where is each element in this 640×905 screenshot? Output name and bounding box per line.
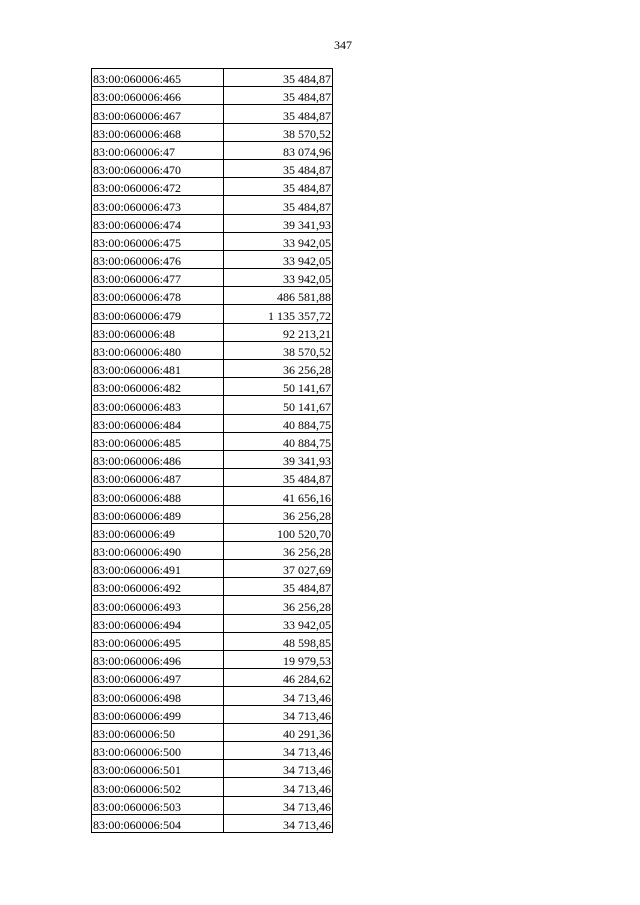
cadastral-value-cell: 33 942,05 [224,269,333,287]
cadastral-value-cell: 40 884,75 [224,414,333,432]
cadastral-number-cell: 83:00:060006:476 [92,250,224,268]
cadastral-value-cell: 50 141,67 [224,396,333,414]
table-row [92,705,333,723]
table-row [92,669,333,687]
cadastral-value-cell: 83 074,96 [224,141,333,159]
table-row [92,269,333,287]
cadastral-value-cell: 40 291,36 [224,723,333,741]
table-row [92,450,333,468]
cadastral-value-cell: 34 713,46 [224,741,333,759]
cadastral-value-cell: 35 484,87 [224,69,333,87]
cadastral-number-cell: 83:00:060006:48 [92,323,224,341]
table-row [92,323,333,341]
table-row [92,196,333,214]
table-row [92,541,333,559]
cadastral-number-cell: 83:00:060006:500 [92,741,224,759]
table-row [92,596,333,614]
cadastral-number-cell: 83:00:060006:472 [92,178,224,196]
cadastral-value-cell: 35 484,87 [224,196,333,214]
cadastral-number-cell: 83:00:060006:485 [92,432,224,450]
table-row [92,796,333,814]
cadastral-value-cell: 34 713,46 [224,796,333,814]
cadastral-number-cell: 83:00:060006:499 [92,705,224,723]
table-row [92,687,333,705]
table-row [92,560,333,578]
cadastral-number-cell: 83:00:060006:501 [92,760,224,778]
cadastral-value-cell: 35 484,87 [224,159,333,177]
table-row [92,414,333,432]
table-row [92,69,333,87]
cadastral-value-cell: 34 713,46 [224,778,333,796]
cadastral-value-cell: 35 484,87 [224,105,333,123]
cadastral-value-cell: 34 713,46 [224,687,333,705]
cadastral-value-cell: 38 570,52 [224,123,333,141]
table-row [92,159,333,177]
cadastral-number-cell: 83:00:060006:497 [92,669,224,687]
cadastral-number-cell: 83:00:060006:475 [92,232,224,250]
table-row [92,214,333,232]
cadastral-number-cell: 83:00:060006:491 [92,560,224,578]
cadastral-number-cell: 83:00:060006:480 [92,341,224,359]
table-row [92,778,333,796]
cadastral-number-cell: 83:00:060006:470 [92,159,224,177]
table-row [92,614,333,632]
cadastral-value-cell: 50 141,67 [224,378,333,396]
table-row [92,141,333,159]
cadastral-number-cell: 83:00:060006:465 [92,69,224,87]
cadastral-value-cell: 36 256,28 [224,505,333,523]
cadastral-value-cell: 100 520,70 [224,523,333,541]
cadastral-number-cell: 83:00:060006:477 [92,269,224,287]
cadastral-number-cell: 83:00:060006:466 [92,87,224,105]
table-row [92,505,333,523]
table-row [92,232,333,250]
cadastral-value-cell: 1 135 357,72 [224,305,333,323]
cadastral-number-cell: 83:00:060006:479 [92,305,224,323]
cadastral-number-cell: 83:00:060006:493 [92,596,224,614]
cadastral-value-cell: 36 256,28 [224,360,333,378]
table-row [92,760,333,778]
cadastral-value-cell: 38 570,52 [224,341,333,359]
table-row [92,378,333,396]
cadastral-value-cell: 48 598,85 [224,632,333,650]
cadastral-number-cell: 83:00:060006:504 [92,814,224,832]
table-row [92,287,333,305]
cadastral-number-cell: 83:00:060006:478 [92,287,224,305]
table-row [92,651,333,669]
cadastral-number-cell: 83:00:060006:503 [92,796,224,814]
table-row [92,396,333,414]
table-row [92,87,333,105]
cadastral-number-cell: 83:00:060006:473 [92,196,224,214]
cadastral-value-cell: 34 713,46 [224,760,333,778]
cadastral-number-cell: 83:00:060006:492 [92,578,224,596]
table-row [92,341,333,359]
table-row [92,178,333,196]
cadastral-value-cell: 486 581,88 [224,287,333,305]
table-row [92,360,333,378]
cadastral-number-cell: 83:00:060006:484 [92,414,224,432]
cadastral-number-cell: 83:00:060006:488 [92,487,224,505]
cadastral-number-cell: 83:00:060006:487 [92,469,224,487]
cadastral-number-cell: 83:00:060006:481 [92,360,224,378]
table-row [92,723,333,741]
cadastral-value-cell: 33 942,05 [224,232,333,250]
cadastral-value-cell: 35 484,87 [224,578,333,596]
table-row [92,487,333,505]
cadastral-value-table [91,68,333,833]
table-row [92,250,333,268]
table-row [92,578,333,596]
table-row [92,469,333,487]
cadastral-value-cell: 92 213,21 [224,323,333,341]
cadastral-number-cell: 83:00:060006:483 [92,396,224,414]
cadastral-value-cell: 39 341,93 [224,214,333,232]
cadastral-value-cell: 33 942,05 [224,250,333,268]
table-row [92,523,333,541]
cadastral-number-cell: 83:00:060006:498 [92,687,224,705]
cadastral-number-cell: 83:00:060006:490 [92,541,224,559]
cadastral-value-cell: 34 713,46 [224,814,333,832]
cadastral-value-cell: 39 341,93 [224,450,333,468]
cadastral-value-cell: 35 484,87 [224,469,333,487]
table-body [92,69,333,833]
cadastral-value-cell: 46 284,62 [224,669,333,687]
cadastral-number-cell: 83:00:060006:496 [92,651,224,669]
cadastral-number-cell: 83:00:060006:494 [92,614,224,632]
cadastral-number-cell: 83:00:060006:474 [92,214,224,232]
cadastral-value-cell: 35 484,87 [224,87,333,105]
table-row [92,305,333,323]
cadastral-number-cell: 83:00:060006:486 [92,450,224,468]
cadastral-value-cell: 19 979,53 [224,651,333,669]
table-row [92,632,333,650]
table-row [92,105,333,123]
cadastral-number-cell: 83:00:060006:482 [92,378,224,396]
cadastral-number-cell: 83:00:060006:495 [92,632,224,650]
page-number: 347 [334,38,352,52]
cadastral-value-cell: 41 656,16 [224,487,333,505]
cadastral-number-cell: 83:00:060006:467 [92,105,224,123]
cadastral-number-cell: 83:00:060006:47 [92,141,224,159]
cadastral-value-cell: 35 484,87 [224,178,333,196]
cadastral-value-cell: 40 884,75 [224,432,333,450]
cadastral-number-cell: 83:00:060006:489 [92,505,224,523]
cadastral-value-cell: 36 256,28 [224,541,333,559]
table-row [92,741,333,759]
table-row [92,814,333,832]
cadastral-number-cell: 83:00:060006:468 [92,123,224,141]
table-row [92,432,333,450]
table-row [92,123,333,141]
cadastral-number-cell: 83:00:060006:502 [92,778,224,796]
cadastral-value-cell: 36 256,28 [224,596,333,614]
cadastral-number-cell: 83:00:060006:49 [92,523,224,541]
cadastral-value-cell: 34 713,46 [224,705,333,723]
cadastral-value-cell: 33 942,05 [224,614,333,632]
cadastral-number-cell: 83:00:060006:50 [92,723,224,741]
cadastral-value-cell: 37 027,69 [224,560,333,578]
